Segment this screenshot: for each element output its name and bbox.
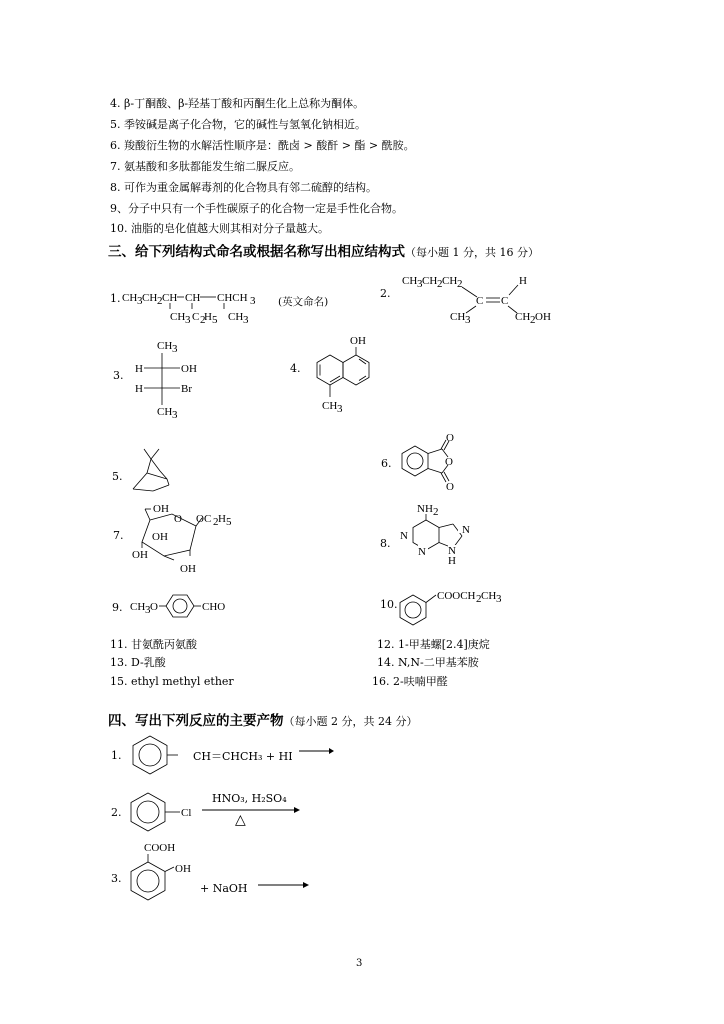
q8-structure [396, 500, 486, 580]
reaction-1-number: 1. [111, 749, 122, 762]
svg-text:2: 2 [157, 295, 163, 307]
svg-text:OH: OH [350, 335, 366, 347]
q4-structure [310, 335, 380, 420]
svg-text:OH: OH [181, 363, 197, 375]
reaction-2-number: 2. [111, 806, 122, 819]
reaction-1-benzene [130, 733, 180, 778]
svg-text:3: 3 [172, 409, 178, 421]
svg-text:2: 2 [530, 314, 536, 326]
q9-structure [130, 590, 250, 620]
q2-structure [400, 270, 570, 330]
svg-text:CH: CH [130, 601, 146, 613]
svg-text:H: H [519, 275, 527, 287]
svg-text:CH: CH [422, 275, 438, 287]
svg-text:CH: CH [122, 292, 138, 304]
svg-text:3: 3 [250, 295, 256, 307]
statement-4: 4. β-丁酮酸、β-羟基丁酸和丙酮生化上总称为酮体。 [110, 97, 365, 110]
statement-7: 7. 氨基酸和多肽都能发生缩二脲反应。 [110, 160, 300, 173]
statement-9: 9、分子中只有一个手性碳原子的化合物一定是手性化合物。 [110, 202, 403, 215]
svg-text:OC: OC [196, 513, 212, 525]
reaction-3-arrow [258, 880, 313, 890]
reaction-2-chlorobenzene [128, 790, 198, 835]
q6-number: 6. [381, 457, 392, 470]
svg-text:3: 3 [337, 403, 343, 415]
name-15: 15. ethyl methyl ether [110, 675, 234, 688]
statement-10: 10. 油脂的皂化值越大则其相对分子量越大。 [110, 222, 329, 235]
reaction-2-heat-symbol: △ [235, 812, 246, 828]
svg-text:CH: CH [515, 311, 531, 323]
svg-text:CH: CH [170, 311, 186, 323]
svg-text:N: N [400, 530, 408, 542]
svg-text:3: 3 [465, 314, 471, 326]
svg-text:NH: NH [417, 503, 433, 515]
svg-text:Cl: Cl [181, 807, 192, 819]
q1-note: (英文命名) [278, 296, 329, 308]
svg-text:2: 2 [433, 506, 439, 518]
svg-text:2: 2 [457, 278, 463, 290]
svg-text:5: 5 [212, 314, 218, 326]
svg-text:OH: OH [535, 311, 551, 323]
svg-text:OH: OH [152, 531, 168, 543]
svg-text:3: 3 [417, 278, 423, 290]
svg-text:H: H [204, 311, 212, 323]
section-4-heading [108, 709, 417, 729]
svg-text:N: N [462, 524, 470, 536]
svg-text:OH: OH [180, 563, 196, 575]
q1-number: 1. [110, 292, 121, 305]
reaction-3-salicylic-acid [122, 838, 202, 913]
svg-text:5: 5 [226, 516, 232, 528]
svg-text:CH: CH [157, 340, 173, 352]
name-14: 14. N,N-二甲基苯胺 [377, 656, 479, 669]
reaction-2-conditions: HNO₃, H₂SO₄ [212, 792, 287, 805]
name-12: 12. 1-甲基螺[2.4]庚烷 [377, 638, 490, 651]
svg-text:C: C [476, 295, 484, 307]
svg-text:CH: CH [142, 292, 158, 304]
svg-text:O: O [445, 456, 453, 468]
statement-6: 6. 羧酸衍生物的水解活性顺序是：酰卤 > 酸酐 > 酯 > 酰胺。 [110, 139, 415, 152]
svg-text:COOCH: COOCH [437, 590, 476, 602]
svg-text:CHCH: CHCH [217, 292, 248, 304]
q3-number: 3. [113, 369, 124, 382]
svg-text:O: O [174, 513, 182, 525]
svg-text:H: H [448, 555, 456, 567]
statement-8: 8. 可作为重金属解毒剂的化合物具有邻二硫醇的结构。 [110, 181, 377, 194]
svg-text:H: H [218, 513, 226, 525]
svg-text:2: 2 [213, 516, 219, 528]
svg-text:CH: CH [228, 311, 244, 323]
svg-text:2: 2 [437, 278, 443, 290]
q2-number: 2. [380, 287, 391, 300]
svg-text:H: H [135, 363, 143, 375]
name-13: 13. D-乳酸 [110, 656, 166, 669]
q3-structure [130, 337, 210, 421]
svg-text:O: O [150, 601, 158, 613]
name-11: 11. 甘氨酰丙氨酸 [110, 638, 197, 651]
svg-text:CH: CH [185, 292, 201, 304]
section-3-title: 三、给下列结构式命名或根据名称写出相应结构式 [108, 244, 405, 260]
svg-text:CH: CH [162, 292, 178, 304]
reaction-2-arrow [202, 805, 302, 815]
q7-number: 7. [113, 529, 124, 542]
reaction-3-number: 3. [111, 872, 122, 885]
svg-text:COOH: COOH [144, 842, 176, 854]
section-3-heading [108, 240, 539, 260]
svg-text:3: 3 [185, 314, 191, 326]
svg-text:CH: CH [402, 275, 418, 287]
q7-structure [130, 500, 270, 580]
statement-5: 5. 季铵碱是离子化合物，它的碱性与氢氧化钠相近。 [110, 118, 366, 131]
q6-structure [398, 432, 468, 492]
q4-number: 4. [290, 362, 301, 375]
svg-text:CH: CH [481, 590, 497, 602]
svg-text:3: 3 [243, 314, 249, 326]
section-4-points: （每小题 2 分，共 24 分） [283, 715, 418, 728]
svg-text:3: 3 [145, 604, 151, 616]
svg-text:Br: Br [181, 383, 192, 395]
svg-text:CH: CH [450, 311, 466, 323]
svg-text:OH: OH [175, 863, 191, 875]
svg-text:2: 2 [476, 593, 482, 605]
reaction-3-reagent: + NaOH [200, 882, 248, 895]
q10-structure [400, 585, 540, 625]
section-4-title: 四、写出下列反应的主要产物 [108, 713, 284, 729]
svg-text:CH: CH [322, 400, 338, 412]
svg-text:N: N [448, 545, 456, 557]
svg-text:O: O [446, 481, 454, 493]
svg-text:3: 3 [496, 593, 502, 605]
section-3-points: （每小题 1 分，共 16 分） [405, 246, 539, 259]
svg-text:C: C [501, 295, 509, 307]
svg-text:CH: CH [442, 275, 458, 287]
q8-number: 8. [380, 537, 391, 550]
q5-structure [125, 445, 185, 495]
q1-structure [120, 285, 280, 330]
reaction-1-arrow [299, 746, 334, 756]
svg-text:C: C [192, 311, 200, 323]
name-16: 16. 2-呋喃甲醛 [372, 675, 448, 688]
page-number: 3 [356, 958, 363, 969]
svg-text:O: O [446, 432, 454, 444]
q10-number: 10. [380, 598, 398, 611]
svg-text:3: 3 [137, 295, 143, 307]
svg-text:OH: OH [132, 549, 148, 561]
reaction-1-reactants: CH＝CHCH₃ + HI [193, 750, 293, 763]
svg-text:3: 3 [172, 343, 178, 355]
q5-number: 5. [112, 470, 123, 483]
svg-text:2: 2 [200, 314, 206, 326]
svg-text:CH: CH [157, 406, 173, 418]
svg-text:CHO: CHO [202, 601, 226, 613]
svg-text:N: N [418, 546, 426, 558]
svg-text:H: H [135, 383, 143, 395]
q9-number: 9. [112, 601, 123, 614]
svg-text:OH: OH [153, 503, 169, 515]
